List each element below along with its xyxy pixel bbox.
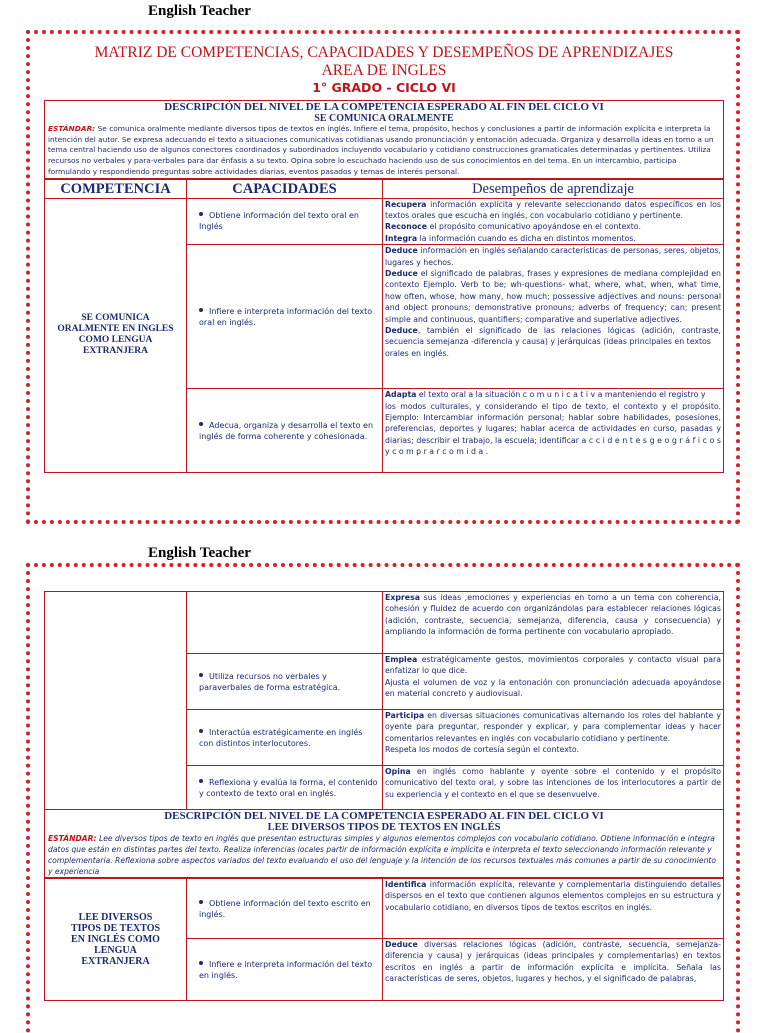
grade-label: 1° GRADO - CICLO VI	[312, 80, 456, 95]
page-frame	[26, 30, 740, 524]
bullet-icon	[199, 673, 203, 677]
capacity-cell	[187, 879, 383, 939]
performance-cell	[383, 939, 724, 1001]
capacity-text: Adecua, organiza y desarrolla el texto en inglés de forma coherente y cohesionada.	[199, 420, 374, 441]
performance-verb: Integra	[385, 233, 418, 243]
performance-cell	[383, 389, 724, 473]
performance-text: información en inglés señalando características de personas, seres, objetos, lugares y hechos.	[385, 246, 721, 267]
performance-verb: Opina	[385, 767, 411, 776]
standard-label: ESTÁNDAR:	[48, 834, 97, 843]
performance-verb: Emplea	[385, 655, 418, 664]
performance-cell	[383, 245, 724, 389]
performance-text: información explícita, relevante y complementaria distinguiendo detalles dispersos en el texto que contienen algunos elementos complejos en su estructura y vocabulario cotidiano, en diversos tipos de textos escritos en inglés.	[385, 880, 721, 912]
competence-table	[44, 179, 724, 474]
performance-verb: Adapta	[385, 390, 417, 400]
performance-text: orales en inglés.	[385, 348, 450, 358]
col-capacidades: CAPACIDADES	[187, 179, 383, 198]
competence-table-2	[44, 878, 724, 1001]
capacity-text: Infiere e interpreta información del texto oral en inglés.	[199, 306, 373, 327]
standard-label: ESTÁNDAR:	[48, 124, 96, 133]
level-heading: DESCRIPCIÓN DEL NIVEL DE LA COMPETENCIA ESPERADO AL FIN DEL CICLO VI	[164, 101, 604, 113]
performance-text: Ajusta el volumen de voz y la entonación con pronunciación adecuada apoyándose en material concreto y audiovisual.	[385, 677, 721, 699]
performance-verb: Recupera	[385, 199, 427, 209]
page-frame	[26, 563, 740, 1033]
performance-verb: Reconoce	[385, 222, 428, 232]
capacity-cell	[187, 939, 383, 1001]
competence-heading: LEE DIVERSOS TIPOS DE TEXTOS EN INGLÉS	[267, 822, 501, 833]
bullet-icon	[199, 422, 203, 426]
standard-body: Se comunica oralmente mediante diversos tipos de textos en inglés. Infiere el tema, propósito, hechos y conclusiones a partir de información explícita e interpreta la intención del autor. Se expresa adecuando el texto a situaciones comunicativas cotidianas usando pronunciación y entonación adecuada. Organiza y desarrolla ideas en torno a un tema central haciendo uso de algunos conectores coordinados y subordinados incluyendo vocabulario y cotidiano construcciones gramaticales determinadas y pertinentes. Utiliza recursos no verbales y para-verbales para dar énfasis a su texto. Opina sobre lo escuchado haciendo uso de sus conocimientos en del tema. En un intercambio, participa	[48, 124, 714, 166]
capacity-text: Infiere e interpreta información del texto en inglés.	[199, 959, 373, 980]
performance-verb: Deduce	[385, 268, 418, 278]
capacity-cell	[187, 654, 383, 710]
capacity-cell	[187, 766, 383, 810]
performance-verb: Deduce	[385, 325, 418, 335]
performance-text: sus ideas ,emociones y experiencias en torno a un tema con coherencia, cohesión y fluidez de acuerdo con organizándolas para establecer relaciones lógicas (adición, contraste, secuencia, semejanza, diferencia, causa y consecuencia) y ampliando la información de forma pertinente con vocabulario apropiado.	[385, 593, 721, 637]
capacity-cell	[187, 389, 383, 473]
performance-text: , también el significado de las relaciones lógicas (adición, contraste, secuencia semejanza -diferencia y causa) y jerárquicas (ideas principales en textos	[385, 325, 721, 347]
competence-name: SE COMUNICA ORALMENTE EN INGLES COMO LENGUA EXTRANJERA	[45, 198, 187, 473]
standard-box	[44, 100, 724, 179]
performance-text: el significado de palabras, frases y expresiones de mediana complejidad en contexto Ejemplo. Verb to be; wh-questions- what, where, what, when, what time, how often, whose, how many, how much; possessive adjectives and nouns: personal and object pronouns; demonstrative pronouns; adverbs of frequency; can; present simple and continuous, quantifiers; comparative and superlative adjectives.	[385, 268, 721, 324]
standard-body: Lee diversos tipos de texto en inglés que presentan estructuras simples y algunos elementos complejos con vocabulario cotidiano. Obtiene información e integra datos que están en distintas partes del texto. Realiza inferencias locales partir de información explícita e implícita e interpreta el texto seleccionando información relevante y complementaria. Reflexiona sobre aspectos variados del texto evaluando el uso del lenguaje y la intención de los recursos textuales más comunes a partir de su conocimiento y experiencia	[48, 834, 717, 876]
performance-cell	[383, 710, 724, 766]
performance-text: información explícita y relevante seleccionando datos específicos en los textos orales que escucha en inglés, con vocabulario cotidiano y pertinente.	[385, 199, 721, 220]
level-heading: DESCRIPCIÓN DEL NIVEL DE LA COMPETENCIA ESPERADO AL FIN DEL CICLO VI	[164, 810, 604, 822]
capacity-text: Interactúa estratégicamente en inglés con distintos interlocutores.	[199, 727, 363, 748]
capacity-text: Obtiene información del texto oral en Inglés	[199, 211, 360, 232]
col-competencia: COMPETENCIA	[45, 179, 187, 198]
page-header: English Teacher	[148, 545, 251, 561]
performance-text: estratégicamente gestos, movimientos corporales y contacto visual para enfatizar lo que dice.	[385, 655, 721, 676]
performance-verb: Expresa	[385, 593, 420, 602]
col-desempenos: Desempeños de aprendizaje	[383, 179, 724, 198]
page-2	[0, 530, 768, 1024]
performance-verb: Deduce	[385, 940, 418, 949]
capacity-cell	[187, 198, 383, 245]
performance-cell	[383, 879, 724, 939]
capacity-text: Obtiene información del texto escrito en inglés.	[199, 898, 371, 919]
performance-text: en diversas situaciones comunicativas alternando los roles del hablante y oyente para preguntar, responder y explicar, y para complementar ideas y hacer comentarios relevantes en inglés con vocabulario cotidiano y pertinente.	[385, 711, 721, 743]
bullet-icon	[199, 779, 203, 783]
capacity-text: Utiliza recursos no verbales y paraverbales de forma estratégica.	[199, 671, 341, 692]
bullet-icon	[199, 961, 203, 965]
competence-name-empty	[45, 592, 187, 810]
performance-text: el propósito comunicativo apoyándose en el contexto.	[427, 222, 641, 232]
performance-text: Respeta los modos de cortesía según el contexto.	[385, 745, 580, 755]
performance-verb: Identifica	[385, 880, 427, 889]
competence-name: LEE DIVERSOS TIPOS DE TEXTOS EN INGLÉS COMO LENGUA EXTRANJERA	[45, 879, 187, 1001]
performance-verb: Participa	[385, 711, 425, 720]
document-subtitle: AREA DE INGLES	[321, 62, 447, 79]
standard-text	[45, 833, 723, 877]
performance-cell	[383, 766, 724, 810]
standard-text	[45, 124, 723, 178]
performance-cell	[383, 654, 724, 710]
capacity-cell	[187, 710, 383, 766]
competence-heading: SE COMUNICA ORALMENTE	[314, 113, 454, 124]
bullet-icon	[199, 900, 203, 904]
performance-text: diversas relaciones lógicas (adición, contraste, secuencia, semejanza-diferencia y causa) y jerárquicas (ideas principales y complementarias) en textos escritos en inglés a partir de información explícita e implícita. Señala las características de seres, objetos, lugares y hechos, y el significado de palabras,	[385, 940, 721, 984]
performance-cell	[383, 592, 724, 654]
capacity-cell	[187, 245, 383, 389]
capacity-text: Reflexiona y evalúa la forma, el contenido y contexto de texto oral en inglés.	[199, 777, 378, 798]
performance-text: la información cuando es dicha en distintos momentos.	[417, 233, 636, 243]
bullet-icon	[199, 212, 203, 216]
performance-text: en inglés como hablante y oyente sobre el contenido y el propósito comunicativo del texto oral, y sobre las intenciones de los interlocutores a partir de su experiencia y el contexto en el que se desenvuelve.	[385, 767, 721, 799]
performance-text: el texto oral a la situación c o m u n i c a t i v a manteniendo el registro y	[416, 390, 706, 400]
bullet-icon	[199, 308, 203, 312]
document-title: MATRIZ DE COMPETENCIAS, CAPACIDADES Y DESEMPEÑOS DE APRENDIZAJES	[94, 44, 674, 61]
page-header: English Teacher	[148, 3, 251, 19]
capacity-cell-empty	[187, 592, 383, 654]
performance-cell	[383, 198, 724, 245]
bullet-icon	[199, 729, 203, 733]
competence-table-continued	[44, 591, 724, 810]
performance-verb: Deduce	[385, 246, 418, 256]
performance-text: los modos culturales, y considerando el tipo de texto, el contexto y el propósito. Ejemplo: Intercambiar información personal; hablar sobre habilidades, posesiones, preferencias, deportes y lugares; hablar acerca de actividades en curso, pasadas y diarias; describir el trabajo, la escuela; identificar a c c i d e n t e s g e o g r á f i c o s y c o m p r a r c o m i d a .	[385, 401, 721, 457]
standard-body-2: formulando y respondiendo preguntas sobre actividades diarias, eventos pasados y temas de interés personal.	[48, 166, 460, 176]
standard-box-2	[44, 810, 724, 878]
